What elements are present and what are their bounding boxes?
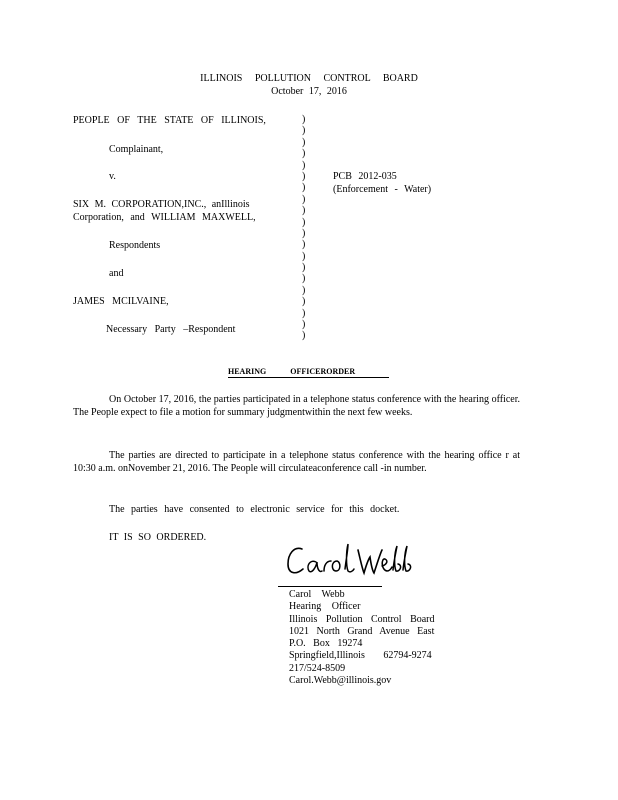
signer-email: Carol.Webb@illinois.gov — [289, 675, 392, 687]
paragraph-3: The parties have consented to electronic service for this docket. — [109, 504, 400, 515]
respondent-line-1: SIX M. CORPORATION,INC., anIllinois — [73, 199, 250, 210]
signer-city: Springfield,Illinois 62794-9274 — [289, 650, 432, 662]
paragraph-4: IT IS SO ORDERED. — [109, 532, 207, 543]
signature-line — [278, 586, 382, 587]
complainant-name: PEOPLE OF THE STATE OF ILLINOIS, — [73, 115, 266, 126]
board-name: ILLINOIS POLLUTION CONTROL BOARD — [200, 73, 418, 84]
order-title: HEARING OFFICERORDER — [228, 367, 356, 376]
paragraph-1: On October 17, 2016, the parties participated in a telephone status conference with the hearing officer. The People expect to file a motion for summary judgmentwithin the next few weeks. — [73, 394, 520, 418]
signer-phone: 217/524-8509 — [289, 662, 346, 674]
case-number: PCB 2012-035 — [333, 171, 397, 182]
paragraph-2: The parties are directed to participate in a telephone status conference with the hearing office r at 10:30 a.m. onNovember 21, 2016. The People will circulateaconference call -in number. — [73, 450, 520, 474]
handwritten-signature — [286, 540, 416, 584]
case-type: (Enforcement - Water) — [333, 184, 432, 195]
necessary-party-role: Necessary Party –Respondent — [106, 324, 236, 335]
title-underline — [228, 377, 389, 378]
and-label: and — [109, 268, 124, 279]
respondent-line-2: Corporation, and WILLIAM MAXWELL, — [73, 212, 256, 223]
versus-label: v. — [109, 171, 116, 182]
signer-title: Hearing Officer — [289, 601, 361, 613]
order-date: October 17, 2016 — [271, 86, 347, 97]
necessary-party-name: JAMES MCILVAINE, — [73, 296, 169, 307]
complainant-role: Complainant, — [109, 144, 164, 155]
caption-parentheses: ) ) ) ) ) ) ) ) ) ) ) ) ) ) ) ) ) ) ) ) — [302, 114, 306, 342]
signer-organization: Illinois Pollution Control Board — [289, 613, 435, 625]
signer-address-2: P.O. Box 19274 — [289, 638, 363, 650]
signer-name: Carol Webb — [289, 589, 345, 600]
respondent-role: Respondents — [109, 240, 161, 251]
signer-address-1: 1021 North Grand Avenue East — [289, 625, 435, 637]
signature-block — [289, 589, 435, 687]
